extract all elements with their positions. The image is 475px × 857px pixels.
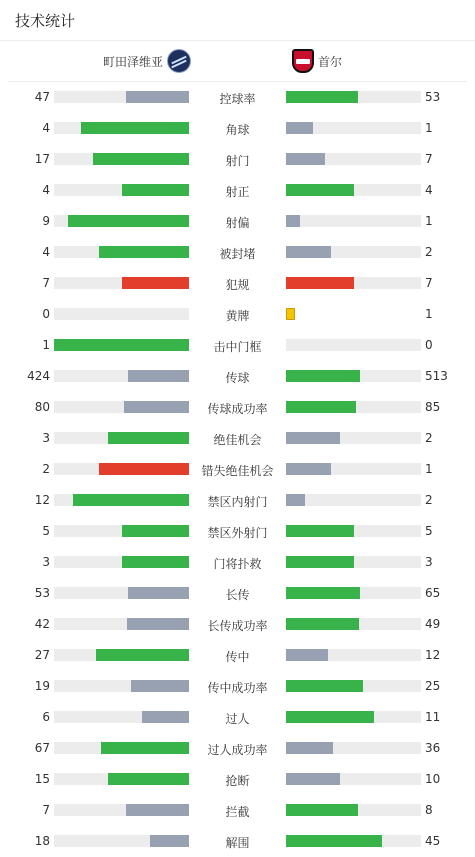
stat-row	[0, 268, 475, 299]
stat-row	[0, 299, 475, 330]
home-bar-track	[54, 153, 189, 165]
home-bar-fill	[150, 835, 189, 847]
home-bar-track	[54, 587, 189, 599]
stat-row	[0, 454, 475, 485]
home-bar-track	[54, 184, 189, 196]
away-bar-fill	[286, 401, 356, 413]
away-bar-track	[286, 525, 421, 537]
home-bar-track	[54, 370, 189, 382]
away-bar-fill	[286, 587, 360, 599]
home-value: 15	[34, 772, 50, 786]
away-bar-fill	[286, 618, 359, 630]
stat-label: 长传	[225, 588, 250, 602]
stat-row	[0, 733, 475, 764]
home-value: 3	[42, 555, 50, 569]
stat-label: 控球率	[219, 92, 256, 106]
home-bar-fill	[126, 804, 189, 816]
stat-label: 击中门框	[213, 340, 262, 354]
away-bar-fill	[286, 525, 354, 537]
away-bar-fill	[286, 649, 328, 661]
home-bar-track	[54, 680, 189, 692]
home-team-logo-icon	[167, 49, 191, 73]
away-bar-fill	[286, 246, 331, 258]
page-title: 技术统计	[15, 11, 76, 30]
away-value: 7	[425, 276, 433, 290]
home-value: 0	[42, 307, 50, 321]
stat-label: 抢断	[225, 774, 250, 788]
home-value: 18	[34, 834, 50, 848]
away-bar-track	[286, 215, 421, 227]
stat-label: 绝佳机会	[213, 433, 262, 447]
stat-label: 被封堵	[219, 247, 256, 261]
home-bar-track	[54, 339, 189, 351]
yellow-card-icon	[286, 308, 295, 320]
away-value: 2	[425, 493, 433, 507]
stat-row	[0, 361, 475, 392]
stat-label: 射偏	[225, 216, 250, 230]
away-value: 2	[425, 431, 433, 445]
away-bar-track	[286, 277, 421, 289]
away-bar-track	[286, 556, 421, 568]
away-bar-track	[286, 122, 421, 134]
home-value: 7	[42, 276, 50, 290]
away-bar-fill	[286, 463, 331, 475]
away-bar-fill	[286, 742, 333, 754]
stat-row	[0, 547, 475, 578]
home-bar-track	[54, 494, 189, 506]
home-value: 1	[42, 338, 50, 352]
away-bar-fill	[286, 370, 360, 382]
away-team-logo-icon	[292, 49, 314, 73]
home-value: 53	[34, 586, 50, 600]
home-team[interactable]	[103, 49, 191, 73]
home-bar-track	[54, 742, 189, 754]
away-bar-fill	[286, 773, 340, 785]
home-value: 4	[42, 183, 50, 197]
stats-header	[0, 0, 475, 41]
away-bar-fill	[286, 184, 354, 196]
home-bar-track	[54, 711, 189, 723]
stat-row	[0, 578, 475, 609]
stat-row	[0, 764, 475, 795]
away-bar-fill	[286, 711, 374, 723]
away-bar-track	[286, 804, 421, 816]
home-bar-track	[54, 122, 189, 134]
stat-label: 错失绝佳机会	[201, 464, 274, 478]
stat-label: 射正	[225, 185, 250, 199]
away-bar-track	[286, 153, 421, 165]
home-bar-fill	[99, 246, 189, 258]
home-bar-track	[54, 649, 189, 661]
away-value: 1	[425, 307, 433, 321]
stat-label: 传中成功率	[207, 681, 268, 695]
home-bar-track	[54, 401, 189, 413]
stat-label: 角球	[225, 123, 250, 137]
home-bar-fill	[124, 401, 189, 413]
away-value: 3	[425, 555, 433, 569]
away-value: 1	[425, 462, 433, 476]
away-bar-fill	[286, 153, 325, 165]
home-bar-fill	[96, 649, 189, 661]
home-bar-fill	[142, 711, 189, 723]
stat-row	[0, 82, 475, 113]
away-value: 53	[425, 90, 441, 104]
home-bar-fill	[128, 587, 189, 599]
away-value: 10	[425, 772, 441, 786]
away-bar-track	[286, 463, 421, 475]
away-value: 25	[425, 679, 441, 693]
stat-label: 过人	[225, 712, 250, 726]
away-value: 8	[425, 803, 433, 817]
away-bar-fill	[286, 432, 340, 444]
stat-label: 犯规	[225, 278, 250, 292]
away-value: 2	[425, 245, 433, 259]
away-value: 65	[425, 586, 441, 600]
stat-row	[0, 671, 475, 702]
home-value: 3	[42, 431, 50, 445]
home-bar-fill	[101, 742, 189, 754]
away-value: 85	[425, 400, 441, 414]
home-bar-fill	[122, 184, 190, 196]
stat-row	[0, 485, 475, 516]
away-bar-track	[286, 339, 421, 351]
stat-label: 拦截	[225, 805, 250, 819]
home-bar-track	[54, 525, 189, 537]
home-value: 5	[42, 524, 50, 538]
stat-label: 禁区内射门	[207, 495, 268, 509]
away-value: 11	[425, 710, 441, 724]
home-value: 67	[34, 741, 50, 755]
away-value: 49	[425, 617, 441, 631]
stat-label: 黄牌	[225, 309, 250, 323]
home-bar-track	[54, 277, 189, 289]
away-bar-fill	[286, 122, 313, 134]
home-bar-track	[54, 432, 189, 444]
away-bar-fill	[286, 804, 358, 816]
stat-row	[0, 237, 475, 268]
stat-label: 传中	[225, 650, 250, 664]
away-value: 36	[425, 741, 441, 755]
home-bar-fill	[108, 432, 189, 444]
away-bar-track	[286, 432, 421, 444]
stat-row	[0, 423, 475, 454]
home-team-name: 町田泽维亚	[102, 54, 163, 69]
home-bar-fill	[122, 525, 190, 537]
away-bar-fill	[286, 556, 354, 568]
away-bar-track	[286, 184, 421, 196]
home-bar-fill	[81, 122, 189, 134]
stat-row	[0, 609, 475, 640]
stat-row	[0, 702, 475, 733]
away-bar-track	[286, 649, 421, 661]
home-value: 9	[42, 214, 50, 228]
home-value: 19	[34, 679, 50, 693]
stat-row	[0, 392, 475, 423]
stat-label: 传球	[225, 371, 250, 385]
home-bar-track	[54, 556, 189, 568]
home-value: 7	[42, 803, 50, 817]
stat-row	[0, 516, 475, 547]
away-bar-track	[286, 370, 421, 382]
stat-row	[0, 330, 475, 361]
home-bar-track	[54, 463, 189, 475]
stat-row	[0, 144, 475, 175]
away-bar-fill	[286, 277, 354, 289]
home-bar-fill	[131, 680, 189, 692]
stat-row	[0, 175, 475, 206]
home-value: 47	[34, 90, 50, 104]
home-bar-fill	[108, 773, 189, 785]
away-bar-fill	[286, 91, 358, 103]
stat-label: 解围	[225, 836, 250, 850]
away-bar-track	[286, 401, 421, 413]
home-bar-fill	[126, 91, 189, 103]
away-bar-fill	[286, 680, 363, 692]
away-bar-track	[286, 246, 421, 258]
home-bar-fill	[68, 215, 190, 227]
stat-row	[0, 206, 475, 237]
home-bar-track	[54, 835, 189, 847]
home-bar-track	[54, 215, 189, 227]
home-value: 12	[34, 493, 50, 507]
stat-row	[0, 113, 475, 144]
home-bar-fill	[128, 370, 189, 382]
away-value: 1	[425, 121, 433, 135]
away-bar-track	[286, 680, 421, 692]
away-team-name: 首尔	[318, 54, 343, 69]
away-bar-fill	[286, 835, 382, 847]
home-value: 2	[42, 462, 50, 476]
away-bar-fill	[286, 215, 300, 227]
home-bar-fill	[73, 494, 189, 506]
stat-label: 过人成功率	[207, 743, 268, 757]
away-bar-track	[286, 711, 421, 723]
stat-row	[0, 826, 475, 857]
home-value: 42	[34, 617, 50, 631]
stat-label: 门将扑救	[213, 557, 262, 571]
away-bar-track	[286, 494, 421, 506]
stat-row	[0, 640, 475, 671]
home-value: 424	[27, 369, 50, 383]
home-value: 6	[42, 710, 50, 724]
away-team[interactable]	[292, 49, 342, 73]
away-bar-track	[286, 618, 421, 630]
home-value: 17	[34, 152, 50, 166]
away-value: 45	[425, 834, 441, 848]
home-value: 80	[34, 400, 50, 414]
away-value: 513	[425, 369, 448, 383]
home-bar-fill	[54, 339, 189, 351]
home-bar-track	[54, 804, 189, 816]
away-value: 0	[425, 338, 433, 352]
home-value: 27	[34, 648, 50, 662]
stats-list	[0, 82, 475, 857]
home-bar-fill	[93, 153, 189, 165]
home-bar-fill	[122, 277, 190, 289]
away-bar-track	[286, 587, 421, 599]
home-bar-fill	[127, 618, 189, 630]
teams-row	[8, 41, 467, 82]
home-bar-fill	[99, 463, 189, 475]
away-bar-track	[286, 91, 421, 103]
away-bar-track	[286, 835, 421, 847]
home-bar-track	[54, 773, 189, 785]
home-value: 4	[42, 245, 50, 259]
stat-label: 禁区外射门	[207, 526, 268, 540]
home-bar-track	[54, 91, 189, 103]
away-value: 5	[425, 524, 433, 538]
stat-label: 传球成功率	[207, 402, 268, 416]
stat-label: 射门	[225, 154, 250, 168]
away-value: 4	[425, 183, 433, 197]
stat-label: 长传成功率	[207, 619, 268, 633]
away-bar-fill	[286, 494, 305, 506]
home-bar-track	[54, 618, 189, 630]
away-value: 1	[425, 214, 433, 228]
away-value: 7	[425, 152, 433, 166]
home-value: 4	[42, 121, 50, 135]
home-bar-fill	[122, 556, 190, 568]
home-bar-track	[54, 246, 189, 258]
away-bar-track	[286, 742, 421, 754]
home-bar-track	[54, 308, 189, 320]
away-bar-track	[286, 773, 421, 785]
stat-row	[0, 795, 475, 826]
away-value: 12	[425, 648, 441, 662]
